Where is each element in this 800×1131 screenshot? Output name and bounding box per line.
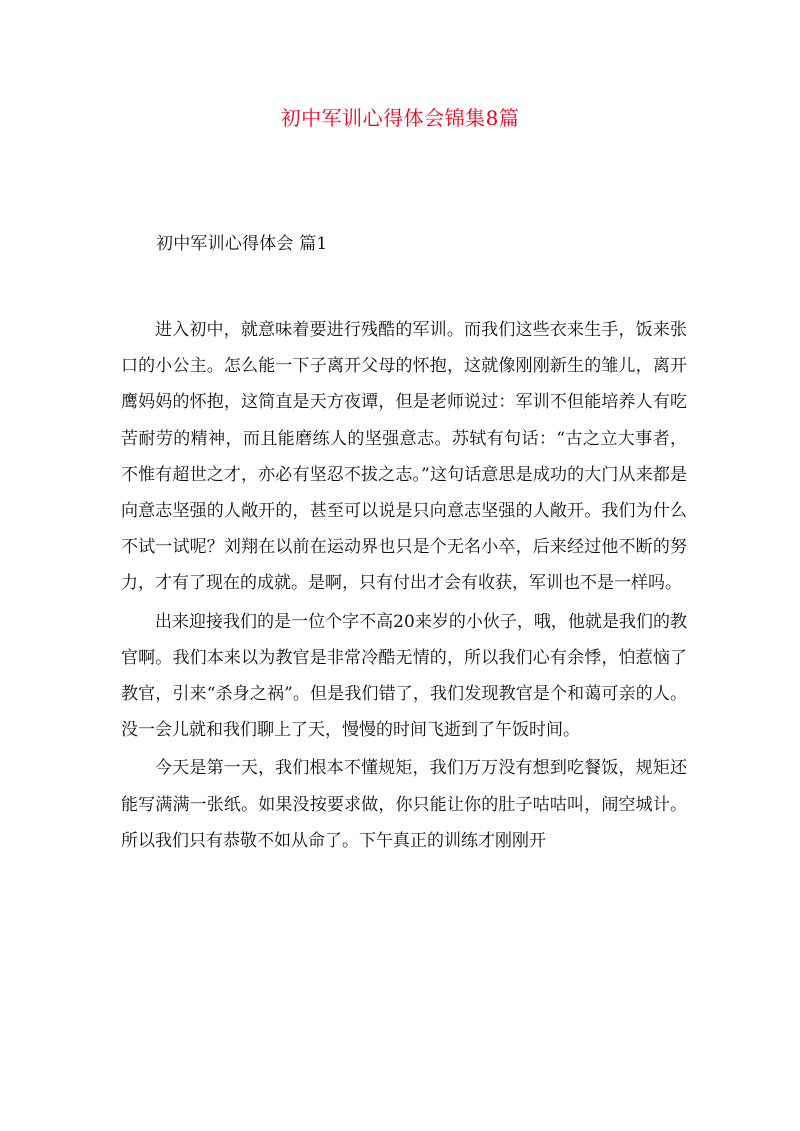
- paragraph-2: 出来迎接我们的是一位个字不高20来岁的小伙子，哦，他就是我们的教官啊。我们本来以为教官是非常冷酷无情的，所以我们心有余悸，怕惹恼了教官，引来“杀身之祸”。但是我们错了，我们发现教官是个和蔼可亲的人。没一会儿就和我们聊上了天，慢慢的时间飞逝到了午饭时间。: [121, 611, 687, 741]
- document-title: 初中军训心得体会锦集8篇: [280, 106, 520, 130]
- section-heading: 初中军训心得体会 篇1: [156, 234, 328, 254]
- paragraph-3: 今天是第一天，我们根本不懂规矩，我们万万没有想到吃餐饭，规矩还能写满满一张纸。如果没按要求做，你只能让你的肚子咕咕叫，闹空城计。所以我们只有恭敬不如从命了。下午真正的训练才刚刚开: [121, 758, 687, 851]
- paragraph-1: 进入初中，就意味着要进行残酷的军训。而我们这些衣来生手，饭来张口的小公主。怎么能一下子离开父母的怀抱，这就像刚刚新生的雏儿，离开鹰妈妈的怀抱，这简直是天方夜谭，但是老师说过：军训不但能培养人有吃苦耐劳的精神，而且能磨练人的坚强意志。苏轼有句话：“古之立大事者，不惟有超世之才，亦必有坚忍不拔之志。”这句话意思是成功的大门从来都是向意志坚强的人敞开的，甚至可以说是只向意志坚强的人敞开。我们为什么不试一试呢？刘翔在以前在运动界也只是个无名小卒，后来经过他不断的努力，才有了现在的成就。是啊，只有付出才会有收获，军训也不是一样吗。: [121, 320, 687, 594]
- body-text: [121, 312, 687, 861]
